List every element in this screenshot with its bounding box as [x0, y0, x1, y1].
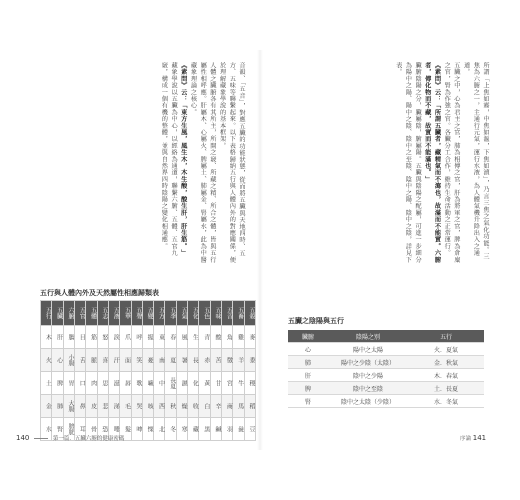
five-elements-correspondence-table [40, 300, 256, 441]
table-cell: 雞 [233, 326, 244, 349]
table-cell: 脾 [52, 372, 63, 395]
table-cell: 馬 [233, 395, 244, 418]
table-header-cell: 五穀 [244, 301, 255, 326]
table-cell: 豆 [244, 418, 255, 441]
left-page-number: 140 [16, 434, 30, 442]
right-paragraph: 臟腑陰陽之分，臟屬陰，腑屬陽。五臟與陰陽之配屬，可進一步細分為陽中之陽、陽中之陰、陰中之至陰、陰中之陽、陰中之陰，詳見下表。 [394, 62, 422, 263]
table-cell: 思 [97, 372, 108, 395]
table-cell: 握 [142, 326, 153, 349]
table-row [288, 395, 484, 408]
table-cell: 收 [188, 395, 199, 418]
table-cell: 商 [222, 395, 233, 418]
table-cell: 汗 [108, 349, 119, 372]
table-cell: 長夏 [165, 372, 176, 395]
table-header-cell: 五音 [222, 301, 233, 326]
table-header-cell: 五化 [188, 301, 199, 326]
table-cell: 陽中之太陽 [328, 343, 408, 356]
table-cell: 北 [154, 418, 165, 441]
table-cell: 羊 [233, 349, 244, 372]
table-header-cell: 五行 [41, 301, 52, 326]
table-cell: 心 [288, 343, 328, 356]
table-cell: 憂 [142, 349, 153, 372]
table-cell: 夏 [165, 349, 176, 372]
right-paragraph: 五臟之中，心為君主之官，肺為相傅之官，肝為將軍之官，脾為倉廩之官，腎為作強之官。各臟分工合作，維持生命活動之正常運行。 [443, 62, 460, 263]
table-cell: 咳 [142, 395, 153, 418]
table-cell: 黑 [199, 418, 210, 441]
table-cell: 陰中之太陰（少陰） [328, 395, 408, 408]
table-header-cell: 五臟 [52, 301, 63, 326]
table-cell: 恐 [97, 418, 108, 441]
table-header-cell: 臟腑 [288, 330, 328, 343]
table-cell: 腎 [52, 418, 63, 441]
table-cell: 藏 [188, 418, 199, 441]
table-row [288, 343, 484, 356]
table-cell: 麥 [244, 326, 255, 349]
table-cell: 肉 [86, 372, 97, 395]
table-row [41, 349, 256, 372]
table-header-cell: 五畜 [233, 301, 244, 326]
table-cell: 冬 [165, 418, 176, 441]
table-cell: 土 [41, 372, 52, 395]
right-footer [460, 434, 486, 442]
table-cell: 金 [41, 395, 52, 418]
table-cell: 稻 [244, 395, 255, 418]
table-cell: 中 [154, 372, 165, 395]
table-cell: 脈 [86, 349, 97, 372]
table-cell: 鹹 [210, 418, 221, 441]
table-cell: 青 [199, 326, 210, 349]
table-cell: 膽 [63, 326, 74, 349]
table-cell: 暑 [176, 349, 187, 372]
table-cell: 耳 [74, 418, 85, 441]
table-cell: 火 [41, 349, 52, 372]
table-header-cell: 五華 [120, 301, 131, 326]
footer-rule [34, 438, 48, 439]
table-cell: 彘 [233, 418, 244, 441]
left-body-text [56, 62, 246, 266]
table-cell: 長 [188, 349, 199, 372]
left-paragraph: 人體之臟腑各有其所主，所開之竅、所藏之精、所合之體，皆與五行屬性相呼應。肝屬木、心屬火、脾屬土、肺屬金、腎屬水，此為中醫藏象理論之核心。 [189, 62, 216, 263]
right-page [260, 0, 520, 500]
left-paragraph: 藏象學說以五臟為中心，以經絡為通道，聯繫六腑、五體、五官九竅，構成一個有機的整體，並與自然界四時陰陽之變化相通應。 [160, 62, 178, 257]
organ-yin-yang-table [288, 330, 484, 408]
table-header-cell: 五色 [199, 301, 210, 326]
table-cell: 小腸 [63, 349, 74, 372]
table-cell: 苦 [210, 349, 221, 372]
table-cell: 陰中之少陽 [328, 369, 408, 382]
table-header-cell: 五官 [74, 301, 85, 326]
table-header-row [41, 301, 256, 326]
right-running-head: 序論 [460, 436, 472, 442]
table-cell: 胃 [63, 372, 74, 395]
table-cell: 鼻 [74, 395, 85, 418]
table-row [288, 382, 484, 395]
left-running-head: 第一篇．五臟六腑的健康密碼 [52, 436, 125, 442]
table-cell: 化 [188, 372, 199, 395]
table-cell: 寒 [176, 418, 187, 441]
table-cell: 西 [154, 395, 165, 418]
table-cell: 木 [41, 326, 52, 349]
table-header-cell: 五氣 [176, 301, 187, 326]
table-cell: 髮 [120, 418, 131, 441]
table-header-cell: 五味 [210, 301, 221, 326]
table-cell: 肺 [52, 395, 63, 418]
table-cell: 生 [188, 326, 199, 349]
table-cell: 秋 [165, 395, 176, 418]
table-cell: 風 [176, 326, 187, 349]
table-cell: 酸 [210, 326, 221, 349]
table-header-cell: 五液 [108, 301, 119, 326]
table-row [41, 372, 256, 395]
table-cell: 爪 [120, 326, 131, 349]
table-cell: 肝 [52, 326, 63, 349]
table-cell: 怒 [97, 326, 108, 349]
table-cell: 骨 [86, 418, 97, 441]
table-cell: 火．夏氣 [408, 343, 484, 356]
table-cell: 甘 [210, 372, 221, 395]
table-cell: 哭 [131, 395, 142, 418]
table-cell: 南 [154, 349, 165, 372]
table-header-cell: 五體 [86, 301, 97, 326]
table-cell: 肝 [288, 369, 328, 382]
table-cell: 金．秋氣 [408, 356, 484, 369]
table-cell: 肺 [288, 356, 328, 369]
table-cell: 赤 [199, 349, 210, 372]
table-cell: 燥 [176, 395, 187, 418]
table-cell: 歌 [131, 372, 142, 395]
table-cell: 木．春氣 [408, 369, 484, 382]
table-cell: 稷 [244, 372, 255, 395]
table-cell: 土．長夏 [408, 382, 484, 395]
table-cell: 水 [41, 418, 52, 441]
table-cell: 腎 [288, 395, 328, 408]
table-cell: 舌 [74, 349, 85, 372]
table-cell: 牛 [233, 372, 244, 395]
left-table-title: 五行與人體內外及天然屬性相應歸類表 [40, 289, 159, 297]
table-row [41, 395, 256, 418]
table-cell: 大腸 [63, 395, 74, 418]
table-cell: 心 [52, 349, 63, 372]
table-cell: 毛 [120, 395, 131, 418]
table-cell: 淚 [108, 326, 119, 349]
table-cell: 黃 [199, 372, 210, 395]
table-cell: 涎 [108, 372, 119, 395]
table-header-cell: 六腑 [63, 301, 74, 326]
right-body-text [280, 62, 490, 266]
table-cell: 面 [120, 349, 131, 372]
table-cell: 口 [74, 372, 85, 395]
table-cell: 噦 [142, 372, 153, 395]
right-quote: 《素問》云：「所謂五臟者，藏精氣而不瀉也，故滿而不能實。六腑者，傳化物而不藏，故實而不能滿也。」 [423, 62, 441, 263]
right-page-number: 141 [472, 434, 487, 442]
table-cell: 黍 [244, 349, 255, 372]
table-cell: 筋 [86, 326, 97, 349]
table-row [41, 326, 256, 349]
table-cell: 笑 [131, 349, 142, 372]
table-cell: 呼 [131, 326, 142, 349]
table-cell: 濕 [176, 372, 187, 395]
table-cell: 宮 [222, 372, 233, 395]
table-header-cell: 五志 [97, 301, 108, 326]
table-row [288, 356, 484, 369]
left-footer [16, 434, 124, 442]
table-cell: 唇 [120, 372, 131, 395]
table-cell: 目 [74, 326, 85, 349]
table-header-cell: 五聲 [131, 301, 142, 326]
table-cell: 呻 [131, 418, 142, 441]
table-cell: 唾 [108, 418, 119, 441]
table-header-cell: 五方 [154, 301, 165, 326]
table-cell: 春 [165, 326, 176, 349]
right-table-title: 五臟之陰陽與五行 [288, 317, 344, 325]
table-cell: 東 [154, 326, 165, 349]
table-row [288, 369, 484, 382]
table-cell: 角 [222, 326, 233, 349]
table-cell: 陰中之至陰 [328, 382, 408, 395]
table-cell: 喜 [97, 349, 108, 372]
table-header-cell: 五變 [142, 301, 153, 326]
table-header-cell: 五季 [165, 301, 176, 326]
left-quote: 《素問》云：「東方生風，風生木，木生酸，酸生肝，肝生筋。」 [179, 62, 187, 257]
table-cell: 辛 [210, 395, 221, 418]
table-cell: 羽 [222, 418, 233, 441]
table-cell: 涕 [108, 395, 119, 418]
table-header-cell: 陰陽之別 [328, 330, 408, 343]
table-cell: 皮 [86, 395, 97, 418]
table-cell: 陽中之少陰（太陰） [328, 356, 408, 369]
table-cell: 白 [199, 395, 210, 418]
left-paragraph: 音韻、「五音」，對應五臟的功能狀態，從而將五臟與天地四時、五方、五味等聯繫起來。以下表格歸納五行與人體內外的對應關係，便於理解藏象學說的基本框架。 [218, 62, 245, 263]
right-paragraph: 所謂「上焦如霧，中焦如漚，下焦如瀆」，乃言三焦之氣化功能。三焦為六腑之一，主通行元氣，運行水液，為人體氣機升降出入之通道。 [462, 62, 489, 260]
table-header-row [288, 330, 484, 343]
table-cell: 悲 [97, 395, 108, 418]
table-cell: 徵 [222, 349, 233, 372]
table-cell: 脾 [288, 382, 328, 395]
table-cell: 水．冬氣 [408, 395, 484, 408]
table-cell: 膀胱 [63, 418, 74, 441]
table-cell: 慄 [142, 418, 153, 441]
table-header-cell: 五行 [408, 330, 484, 343]
